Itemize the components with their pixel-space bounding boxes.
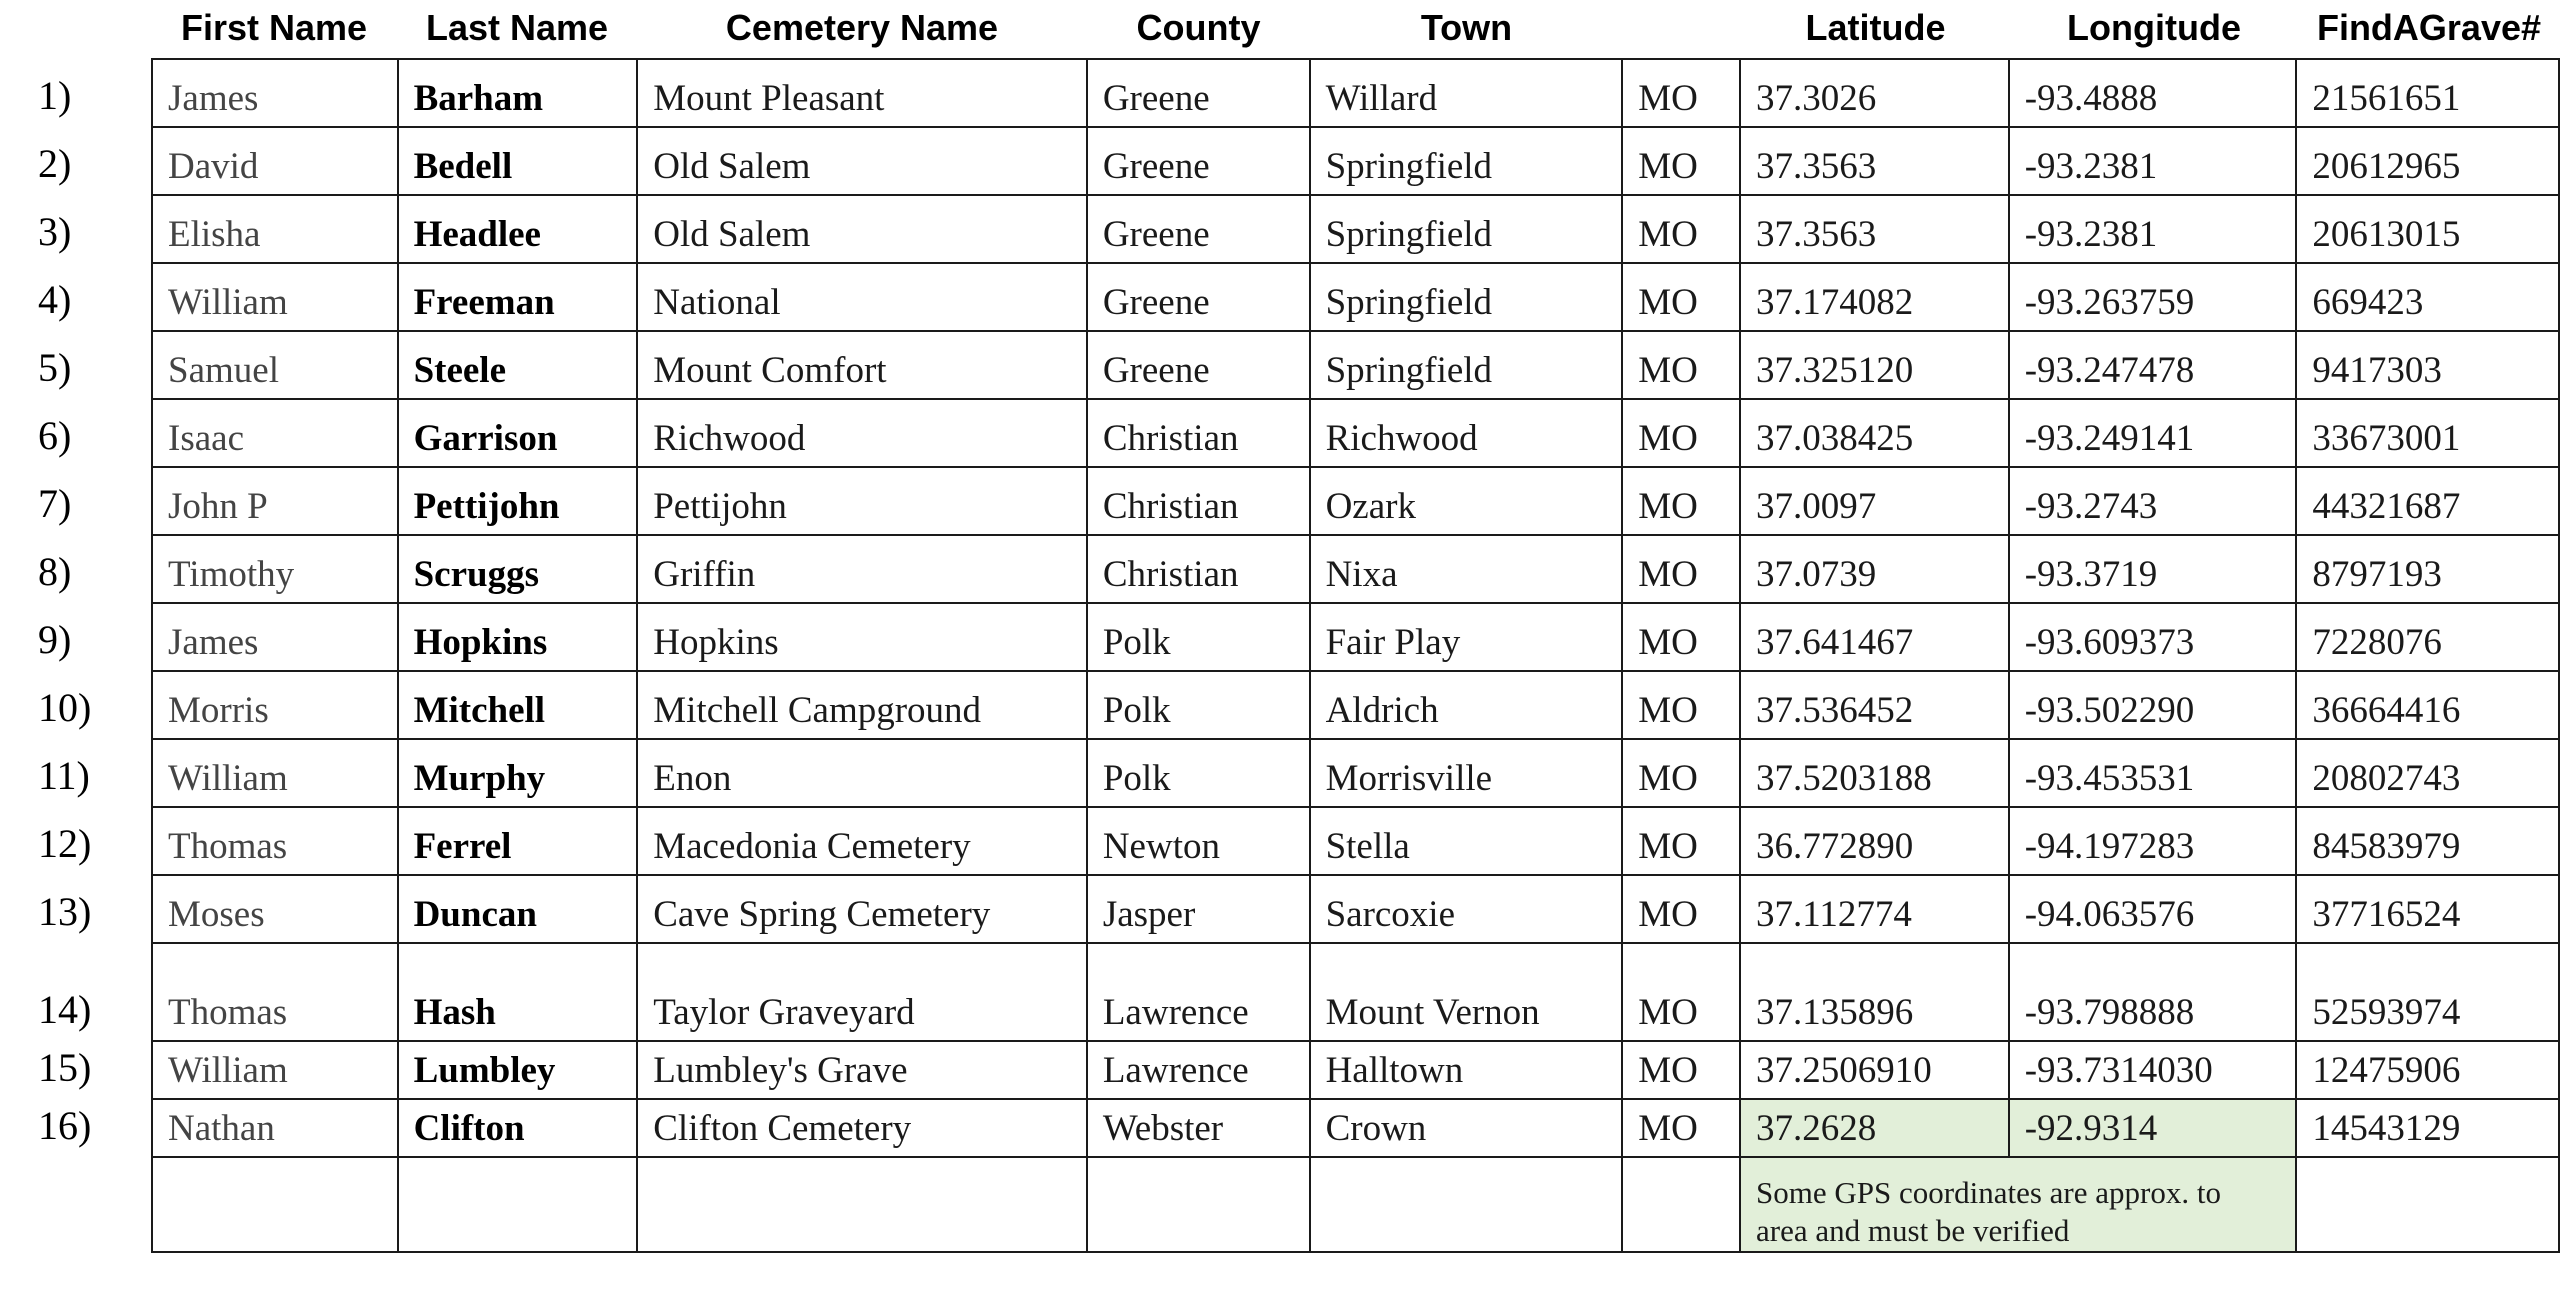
- longitude-cell: -93.3719: [2009, 535, 2297, 603]
- table-row: [152, 1099, 2559, 1157]
- town-cell: Mount Vernon: [1310, 943, 1623, 1041]
- last-name-cell: Hash: [398, 943, 638, 1041]
- table-row: [152, 195, 2559, 263]
- town-cell: Nixa: [1310, 535, 1623, 603]
- town-cell: Morrisville: [1310, 739, 1623, 807]
- state-cell: MO: [1622, 943, 1740, 1041]
- county-cell: Christian: [1087, 399, 1310, 467]
- column-header: Cemetery Name: [725, 7, 999, 48]
- county-cell: Greene: [1087, 195, 1310, 263]
- empty-cell: [152, 1157, 398, 1252]
- last-name-cell: Clifton: [398, 1099, 638, 1157]
- findagrave-cell: 12475906: [2296, 1041, 2559, 1099]
- town-cell: Fair Play: [1310, 603, 1623, 671]
- cemetery-name-cell: Macedonia Cemetery: [637, 807, 1087, 875]
- first-name-cell: Samuel: [152, 331, 398, 399]
- state-cell: MO: [1622, 535, 1740, 603]
- county-cell: Christian: [1087, 535, 1310, 603]
- longitude-cell: -93.2381: [2009, 127, 2297, 195]
- county-cell: Greene: [1087, 331, 1310, 399]
- latitude-cell: 37.135896: [1740, 943, 2009, 1041]
- latitude-cell: 37.0097: [1740, 467, 2009, 535]
- state-cell: MO: [1622, 59, 1740, 127]
- latitude-cell: 37.0739: [1740, 535, 2009, 603]
- first-name-cell: Elisha: [152, 195, 398, 263]
- cemetery-name-cell: Clifton Cemetery: [637, 1099, 1087, 1157]
- first-name-cell: Timothy: [152, 535, 398, 603]
- row-number: 14): [38, 987, 92, 1032]
- last-name-cell: Duncan: [398, 875, 638, 943]
- findagrave-cell: 20613015: [2296, 195, 2559, 263]
- findagrave-cell: 20802743: [2296, 739, 2559, 807]
- longitude-cell: -93.7314030: [2009, 1041, 2297, 1099]
- findagrave-cell: 52593974: [2296, 943, 2559, 1041]
- latitude-cell: 37.038425: [1740, 399, 2009, 467]
- county-cell: Polk: [1087, 603, 1310, 671]
- first-name-cell: William: [152, 739, 398, 807]
- table-row: [152, 535, 2559, 603]
- table-row: [152, 671, 2559, 739]
- cemetery-name-cell: Hopkins: [637, 603, 1087, 671]
- cemetery-name-cell: Cave Spring Cemetery: [637, 875, 1087, 943]
- cemetery-name-cell: Enon: [637, 739, 1087, 807]
- table-row: [152, 467, 2559, 535]
- row-number: 12): [38, 821, 92, 866]
- empty-cell: [2296, 1157, 2559, 1252]
- town-cell: Richwood: [1310, 399, 1623, 467]
- column-header: Longitude: [2067, 7, 2241, 48]
- findagrave-cell: 33673001: [2296, 399, 2559, 467]
- cemetery-name-cell: Mount Comfort: [637, 331, 1087, 399]
- cemetery-name-cell: Old Salem: [637, 127, 1087, 195]
- cemetery-table: [151, 58, 2560, 1253]
- column-header: County: [1136, 7, 1261, 48]
- findagrave-cell: 9417303: [2296, 331, 2559, 399]
- findagrave-cell: 37716524: [2296, 875, 2559, 943]
- longitude-cell: -93.609373: [2009, 603, 2297, 671]
- first-name-cell: John P: [152, 467, 398, 535]
- state-cell: MO: [1622, 331, 1740, 399]
- column-header: Town: [1420, 7, 1513, 48]
- latitude-cell: 37.3563: [1740, 127, 2009, 195]
- findagrave-cell: 36664416: [2296, 671, 2559, 739]
- county-cell: Lawrence: [1087, 1041, 1310, 1099]
- county-cell: Greene: [1087, 127, 1310, 195]
- state-cell: MO: [1622, 399, 1740, 467]
- empty-cell: [1087, 1157, 1310, 1252]
- row-number: 1): [38, 73, 72, 118]
- latitude-cell: 37.112774: [1740, 875, 2009, 943]
- row-number: 10): [38, 685, 92, 730]
- first-name-cell: James: [152, 59, 398, 127]
- last-name-cell: Barham: [398, 59, 638, 127]
- table-row: [152, 59, 2559, 127]
- longitude-cell: -93.798888: [2009, 943, 2297, 1041]
- state-cell: MO: [1622, 739, 1740, 807]
- town-cell: Willard: [1310, 59, 1623, 127]
- town-cell: Stella: [1310, 807, 1623, 875]
- findagrave-cell: 84583979: [2296, 807, 2559, 875]
- cemetery-name-cell: Lumbley's Grave: [637, 1041, 1087, 1099]
- table-row: [152, 739, 2559, 807]
- cemetery-name-cell: National: [637, 263, 1087, 331]
- cemetery-name-cell: Pettijohn: [637, 467, 1087, 535]
- column-header: FindAGrave#: [2316, 7, 2542, 48]
- table-row: [152, 875, 2559, 943]
- state-cell: MO: [1622, 195, 1740, 263]
- last-name-cell: Headlee: [398, 195, 638, 263]
- findagrave-cell: 669423: [2296, 263, 2559, 331]
- town-cell: Halltown: [1310, 1041, 1623, 1099]
- latitude-cell: 37.536452: [1740, 671, 2009, 739]
- empty-cell: [637, 1157, 1087, 1252]
- findagrave-cell: 7228076: [2296, 603, 2559, 671]
- town-cell: Crown: [1310, 1099, 1623, 1157]
- longitude-cell: -94.063576: [2009, 875, 2297, 943]
- table-row: [152, 399, 2559, 467]
- table-row: [152, 331, 2559, 399]
- state-cell: MO: [1622, 467, 1740, 535]
- last-name-cell: Murphy: [398, 739, 638, 807]
- last-name-cell: Bedell: [398, 127, 638, 195]
- cemetery-name-cell: Old Salem: [637, 195, 1087, 263]
- first-name-cell: David: [152, 127, 398, 195]
- latitude-cell: 37.2506910: [1740, 1041, 2009, 1099]
- last-name-cell: Pettijohn: [398, 467, 638, 535]
- table-row: [152, 943, 2559, 1041]
- row-number: 5): [38, 345, 72, 390]
- county-cell: Polk: [1087, 739, 1310, 807]
- county-cell: Greene: [1087, 263, 1310, 331]
- header-row: [0, 0, 2560, 56]
- note-row: [152, 1157, 2559, 1252]
- table-row: [152, 1041, 2559, 1099]
- row-number: 4): [38, 277, 72, 322]
- latitude-cell: 37.2628: [1740, 1099, 2009, 1157]
- county-cell: Polk: [1087, 671, 1310, 739]
- latitude-cell: 37.3563: [1740, 195, 2009, 263]
- row-number: 8): [38, 549, 72, 594]
- cemetery-name-cell: Taylor Graveyard: [637, 943, 1087, 1041]
- county-cell: Christian: [1087, 467, 1310, 535]
- county-cell: Webster: [1087, 1099, 1310, 1157]
- row-number: 2): [38, 141, 72, 186]
- empty-cell: [1622, 1157, 1740, 1252]
- row-number: 6): [38, 413, 72, 458]
- state-cell: MO: [1622, 603, 1740, 671]
- last-name-cell: Ferrel: [398, 807, 638, 875]
- state-cell: MO: [1622, 127, 1740, 195]
- last-name-cell: Hopkins: [398, 603, 638, 671]
- row-number: 11): [38, 753, 90, 798]
- column-header: First Name: [180, 7, 368, 48]
- town-cell: Springfield: [1310, 127, 1623, 195]
- first-name-cell: James: [152, 603, 398, 671]
- latitude-cell: 37.641467: [1740, 603, 2009, 671]
- first-name-cell: Moses: [152, 875, 398, 943]
- cemetery-name-cell: Mitchell Campground: [637, 671, 1087, 739]
- findagrave-cell: 8797193: [2296, 535, 2559, 603]
- state-cell: MO: [1622, 263, 1740, 331]
- county-cell: Newton: [1087, 807, 1310, 875]
- column-header: [1623, 0, 1741, 56]
- longitude-cell: -93.247478: [2009, 331, 2297, 399]
- cemetery-name-cell: Griffin: [637, 535, 1087, 603]
- first-name-cell: Thomas: [152, 943, 398, 1041]
- longitude-cell: -93.2381: [2009, 195, 2297, 263]
- longitude-cell: -93.2743: [2009, 467, 2297, 535]
- row-number: 15): [38, 1045, 92, 1090]
- town-cell: Springfield: [1310, 263, 1623, 331]
- county-cell: Greene: [1087, 59, 1310, 127]
- row-number: 3): [38, 209, 72, 254]
- state-cell: MO: [1622, 1041, 1740, 1099]
- county-cell: Lawrence: [1087, 943, 1310, 1041]
- table-row: [152, 263, 2559, 331]
- state-cell: MO: [1622, 1099, 1740, 1157]
- last-name-cell: Freeman: [398, 263, 638, 331]
- last-name-cell: Garrison: [398, 399, 638, 467]
- first-name-cell: Isaac: [152, 399, 398, 467]
- latitude-cell: 36.772890: [1740, 807, 2009, 875]
- state-cell: MO: [1622, 807, 1740, 875]
- row-number: 13): [38, 889, 92, 934]
- first-name-cell: William: [152, 263, 398, 331]
- first-name-cell: Thomas: [152, 807, 398, 875]
- table-row: [152, 603, 2559, 671]
- empty-cell: [398, 1157, 638, 1252]
- longitude-cell: -93.249141: [2009, 399, 2297, 467]
- longitude-cell: -93.263759: [2009, 263, 2297, 331]
- gps-note: Some GPS coordinates are approx. to area and must be verified: [1740, 1157, 2296, 1252]
- town-cell: Aldrich: [1310, 671, 1623, 739]
- last-name-cell: Lumbley: [398, 1041, 638, 1099]
- table-row: [152, 807, 2559, 875]
- table-row: [152, 127, 2559, 195]
- longitude-cell: -93.4888: [2009, 59, 2297, 127]
- findagrave-cell: 21561651: [2296, 59, 2559, 127]
- last-name-cell: Scruggs: [398, 535, 638, 603]
- column-header: Last Name: [425, 7, 609, 48]
- last-name-cell: Steele: [398, 331, 638, 399]
- column-header: Latitude: [1805, 7, 1946, 48]
- town-cell: Springfield: [1310, 331, 1623, 399]
- state-cell: MO: [1622, 671, 1740, 739]
- latitude-cell: 37.174082: [1740, 263, 2009, 331]
- findagrave-cell: 14543129: [2296, 1099, 2559, 1157]
- first-name-cell: Nathan: [152, 1099, 398, 1157]
- latitude-cell: 37.325120: [1740, 331, 2009, 399]
- first-name-cell: Morris: [152, 671, 398, 739]
- longitude-cell: -93.453531: [2009, 739, 2297, 807]
- first-name-cell: William: [152, 1041, 398, 1099]
- findagrave-cell: 44321687: [2296, 467, 2559, 535]
- town-cell: Springfield: [1310, 195, 1623, 263]
- row-number: 7): [38, 481, 72, 526]
- county-cell: Jasper: [1087, 875, 1310, 943]
- empty-cell: [1310, 1157, 1623, 1252]
- state-cell: MO: [1622, 875, 1740, 943]
- latitude-cell: 37.5203188: [1740, 739, 2009, 807]
- latitude-cell: 37.3026: [1740, 59, 2009, 127]
- cemetery-name-cell: Richwood: [637, 399, 1087, 467]
- town-cell: Sarcoxie: [1310, 875, 1623, 943]
- cemetery-name-cell: Mount Pleasant: [637, 59, 1087, 127]
- row-number: 9): [38, 617, 72, 662]
- last-name-cell: Mitchell: [398, 671, 638, 739]
- findagrave-cell: 20612965: [2296, 127, 2559, 195]
- row-number: 16): [38, 1103, 92, 1148]
- town-cell: Ozark: [1310, 467, 1623, 535]
- longitude-cell: -93.502290: [2009, 671, 2297, 739]
- longitude-cell: -94.197283: [2009, 807, 2297, 875]
- longitude-cell: -92.9314: [2009, 1099, 2297, 1157]
